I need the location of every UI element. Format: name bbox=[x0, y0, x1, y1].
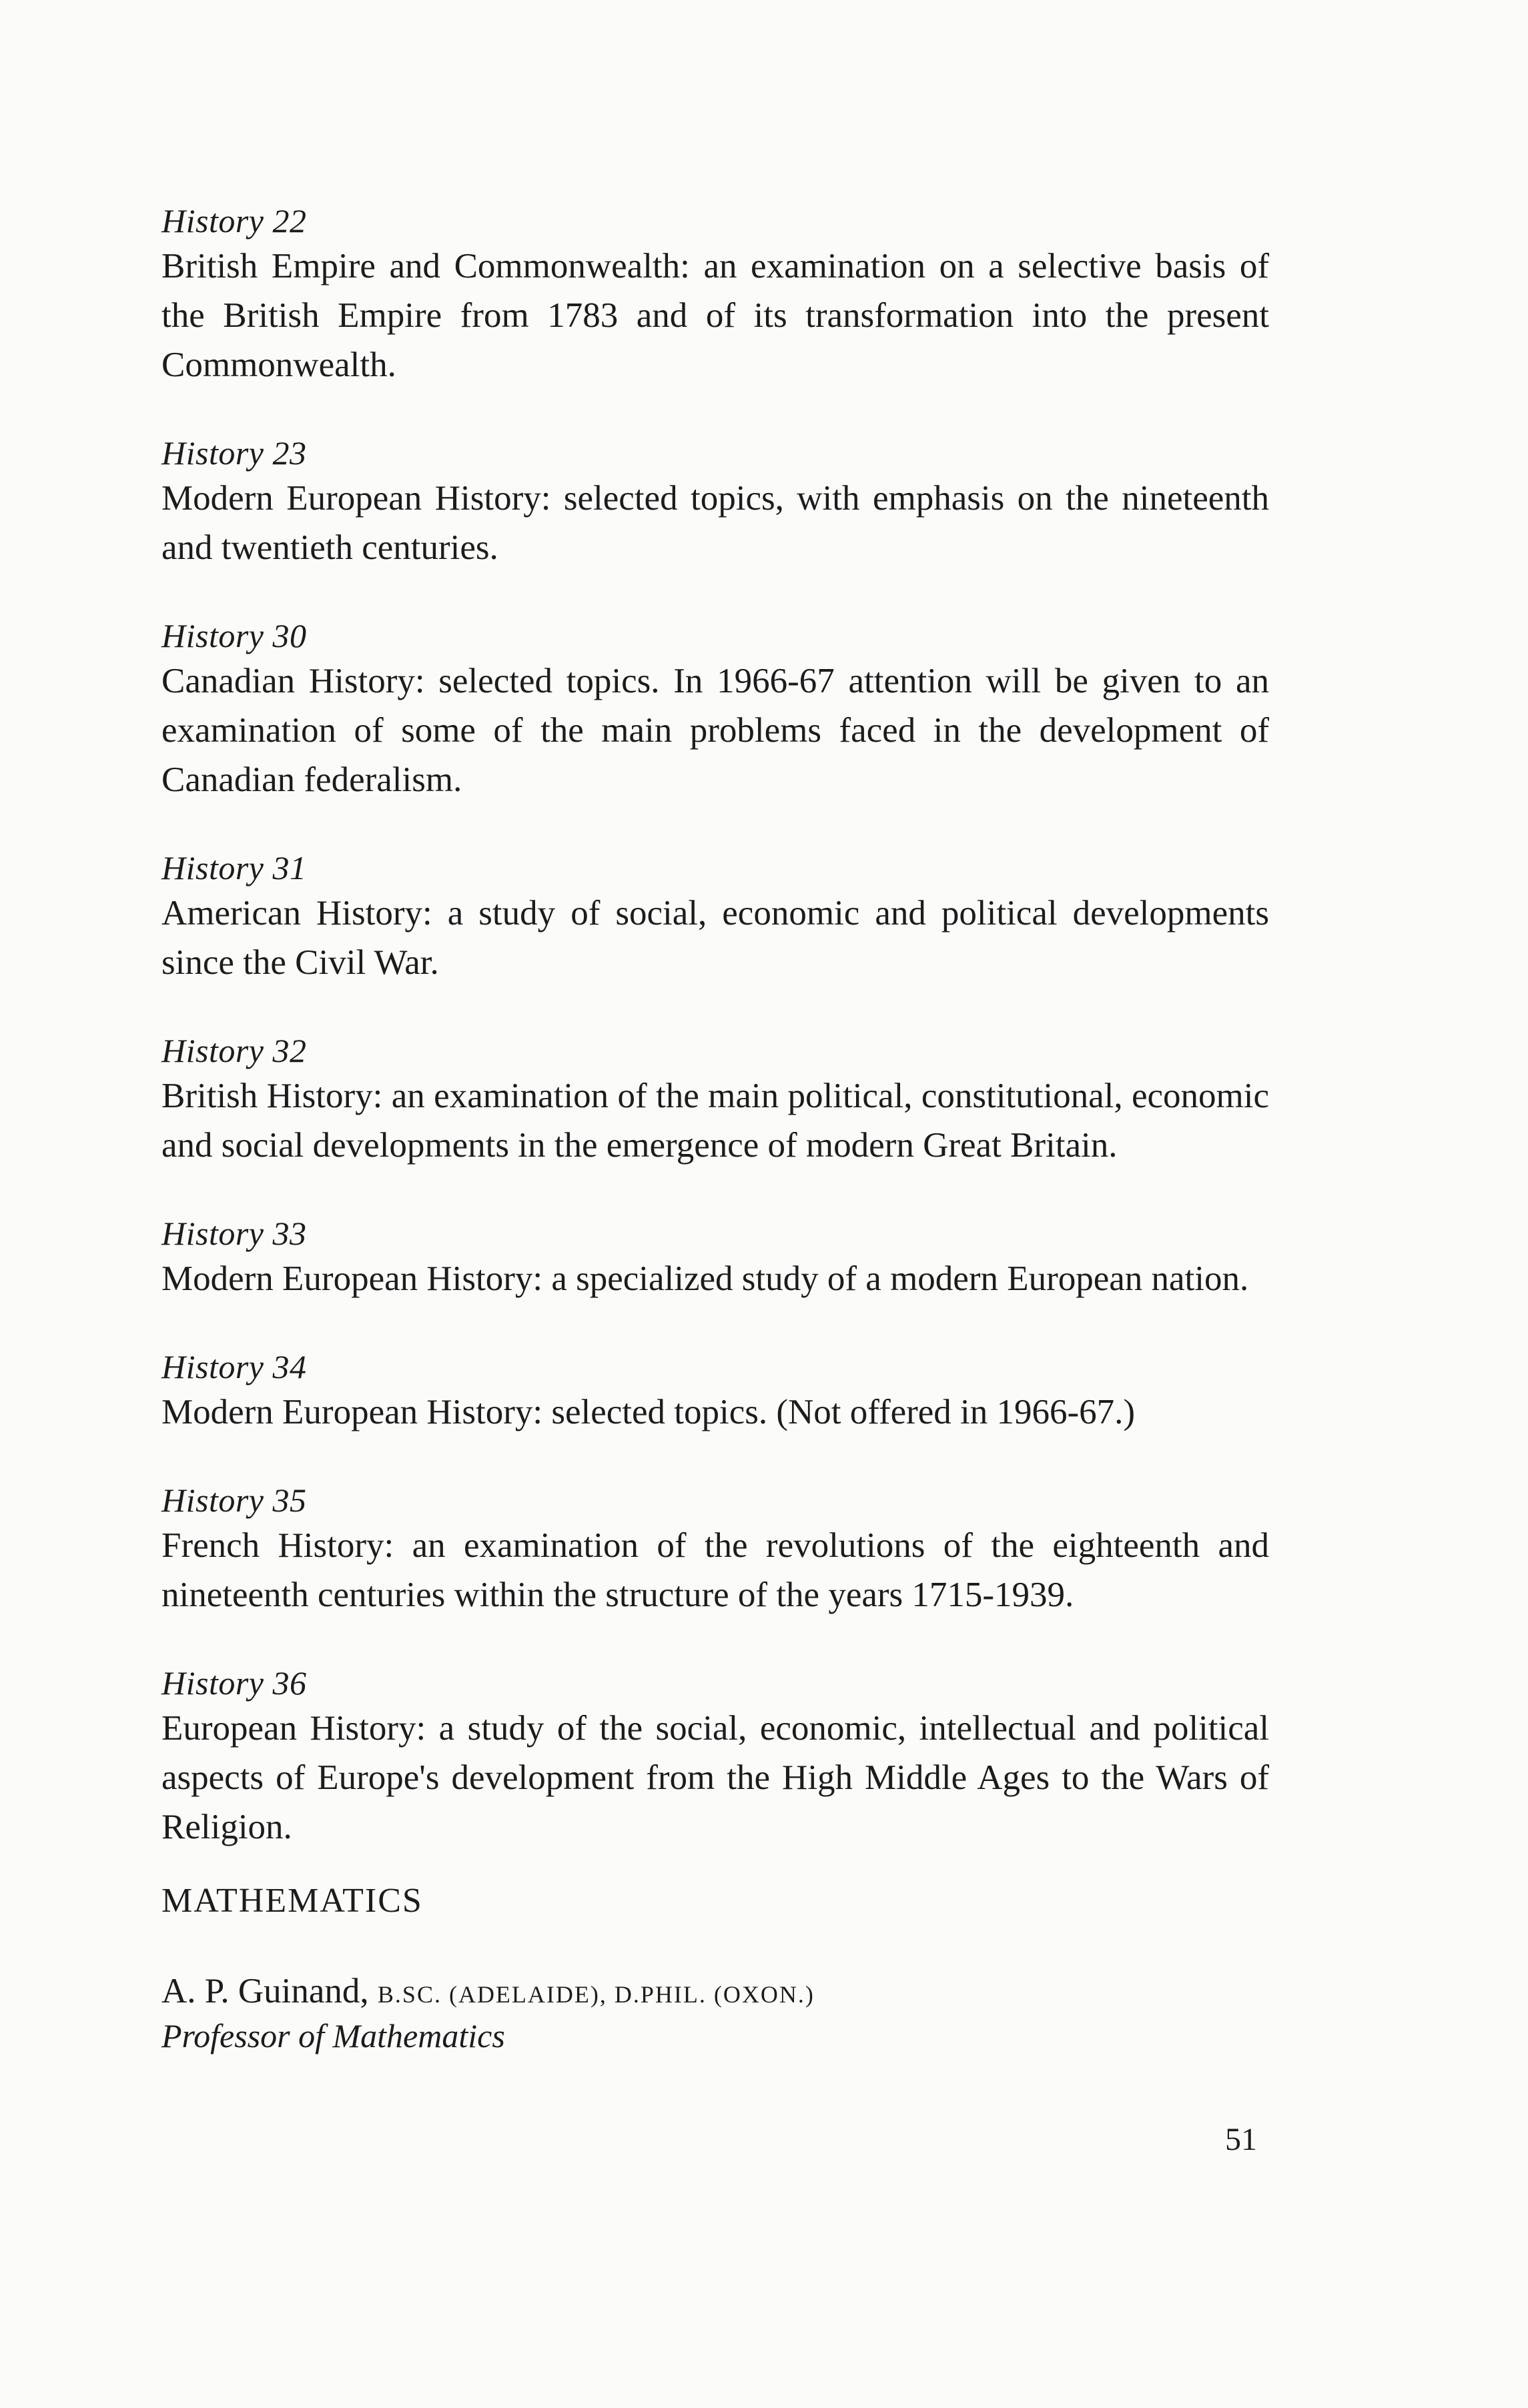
course-description: French History: an examination of the revolutions of the eighteenth and nineteenth centuries within the structure of the years 1715-1939. bbox=[161, 1526, 1269, 1614]
course-title: History 23 bbox=[161, 434, 307, 472]
course-description: Modern European History: selected topics, with emphasis on the nineteenth and twentieth centuries. bbox=[161, 479, 1269, 567]
page-number: 51 bbox=[1225, 2122, 1257, 2157]
course-entry bbox=[161, 432, 1269, 572]
section-heading: MATHEMATICS bbox=[161, 1882, 423, 1920]
course-entry bbox=[161, 1479, 1269, 1620]
course-entry bbox=[161, 1030, 1269, 1170]
course-entry bbox=[161, 847, 1269, 987]
faculty-name-line bbox=[161, 1968, 815, 2018]
course-description: Modern European History: a specialized study of a modern European nation. bbox=[161, 1259, 1249, 1298]
course-description: American History: a study of social, economic and political developments since the Civil War. bbox=[161, 894, 1269, 982]
course-title: History 31 bbox=[161, 849, 307, 886]
course-title: History 32 bbox=[161, 1032, 307, 1069]
course-title: History 34 bbox=[161, 1348, 307, 1385]
course-entry bbox=[161, 1662, 1269, 1852]
course-description: Canadian History: selected topics. In 1966-67 attention will be given to an examination of some of the main problems faced in the development of Canadian federalism. bbox=[161, 662, 1269, 799]
course-entry bbox=[161, 1346, 1269, 1437]
course-description: British Empire and Commonwealth: an examination on a selective basis of the British Empire from 1783 and of its transformation into the present Commonwealth. bbox=[161, 247, 1269, 384]
course-description: Modern European History: selected topics. (Not offered in 1966-67.) bbox=[161, 1393, 1136, 1431]
course-title: History 30 bbox=[161, 617, 307, 654]
course-listing bbox=[161, 200, 1269, 1894]
course-title: History 36 bbox=[161, 1664, 307, 1702]
faculty-degrees: B.SC. (ADELAIDE), D.PHIL. (OXON.) bbox=[377, 1981, 815, 2008]
course-title: History 22 bbox=[161, 202, 307, 239]
faculty-title: Professor of Mathematics bbox=[161, 2017, 505, 2054]
course-entry bbox=[161, 1213, 1269, 1303]
course-entry bbox=[161, 615, 1269, 804]
course-title: History 35 bbox=[161, 1481, 307, 1519]
course-description: British History: an examination of the main political, constitutional, economic and social developments in the emergence of modern Great Britain. bbox=[161, 1077, 1269, 1165]
course-entry bbox=[161, 200, 1269, 390]
course-description: European History: a study of the social, economic, intellectual and political aspects of Europe's development from the High Middle Ages to the Wars of Religion. bbox=[161, 1709, 1269, 1846]
course-title: History 33 bbox=[161, 1215, 307, 1252]
faculty-name: A. P. Guinand, bbox=[161, 1972, 369, 2010]
